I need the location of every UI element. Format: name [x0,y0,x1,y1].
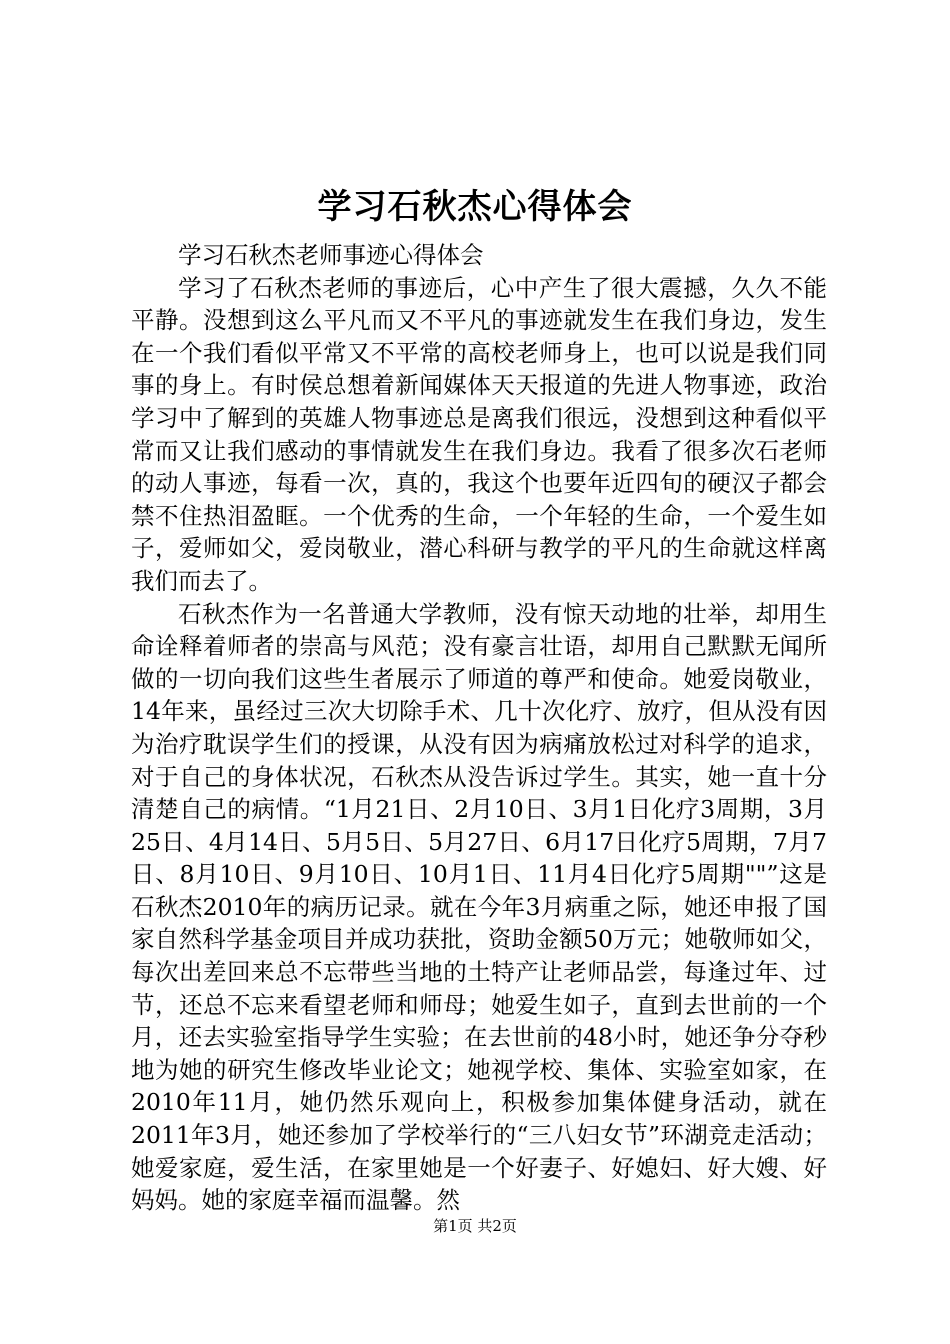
body-paragraph: 学习了石秋杰老师的事迹后，心中产生了很大震撼，久久不能平静。没想到这么平凡而又不平凡的事迹就发生在我们身边，发生在一个我们看似平常又不平常的高校老师身上，也可以说是我们同事的身上。有时侯总想着新闻媒体天天报道的先进人物事迹，政治学习中了解到的英雄人物事迹总是离我们很远，没想到这种看似平常而又让我们感动的事情就发生在我们身边。我看了很多次石老师的动人事迹，每看一次，真的，我这个也要年近四旬的硬汉子都会禁不住热泪盈眶。一个优秀的生命，一个年轻的生命，一个爱生如子，爱师如父，爱岗敬业，潜心科研与教学的平凡的生命就这样离我们而去了。 [131,273,827,595]
subtitle-paragraph: 学习石秋杰老师事迹心得体会 [178,241,484,269]
document-body [131,239,827,1217]
body-paragraph: 石秋杰作为一名普通大学教师，没有惊天动地的壮举，却用生命诠释着师者的崇高与风范；没有豪言壮语，却用自己默默无闻所做的一切向我们这些生者展示了师道的尊严和使命。她爱岗敬业，14年来，虽经过三次大切除手术、几十次化疗、放疗，但从没有因为治疗耽误学生们的授课，从没有因为病痛放松过对科学的追求，对于自己的身体状况，石秋杰从没告诉过学生。其实，她一直十分清楚自己的病情。“1月21日、2月10日、3月1日化疗3周期，3月25日、4月14日、5月5日、5月27日、6月17日化疗5周期，7月7日、8月10日、9月10日、10月1日、11月4日化疗5周期""”这是石秋杰2010年的病历记录。就在今年3月病重之际，她还申报了国家自然科学基金项目并成功获批，资助金额50万元；她敬师如父，每次出差回来总不忘带些当地的土特产让老师品尝，每逢过年、过节，还总不忘来看望老师和师母；她爱生如子，直到去世前的一个月，还去实验室指导学生实验；在去世前的48小时，她还争分夺秒地为她的研究生修改毕业论文；她视学校、集体、实验室如家，在2010年11月，她仍然乐观向上，积极参加集体健身活动，就在2011年3月，她还参加了学校举行的“三八妇女节”环湖竞走活动；她爱家庭，爱生活，在家里她是一个好妻子、好媳妇、好大嫂、好妈妈。她的家庭幸福而温馨。然 [131,599,827,1215]
page-number-footer: 第1页 共2页 [433,1217,517,1235]
document-title: 学习石秋杰心得体会 [317,187,633,227]
